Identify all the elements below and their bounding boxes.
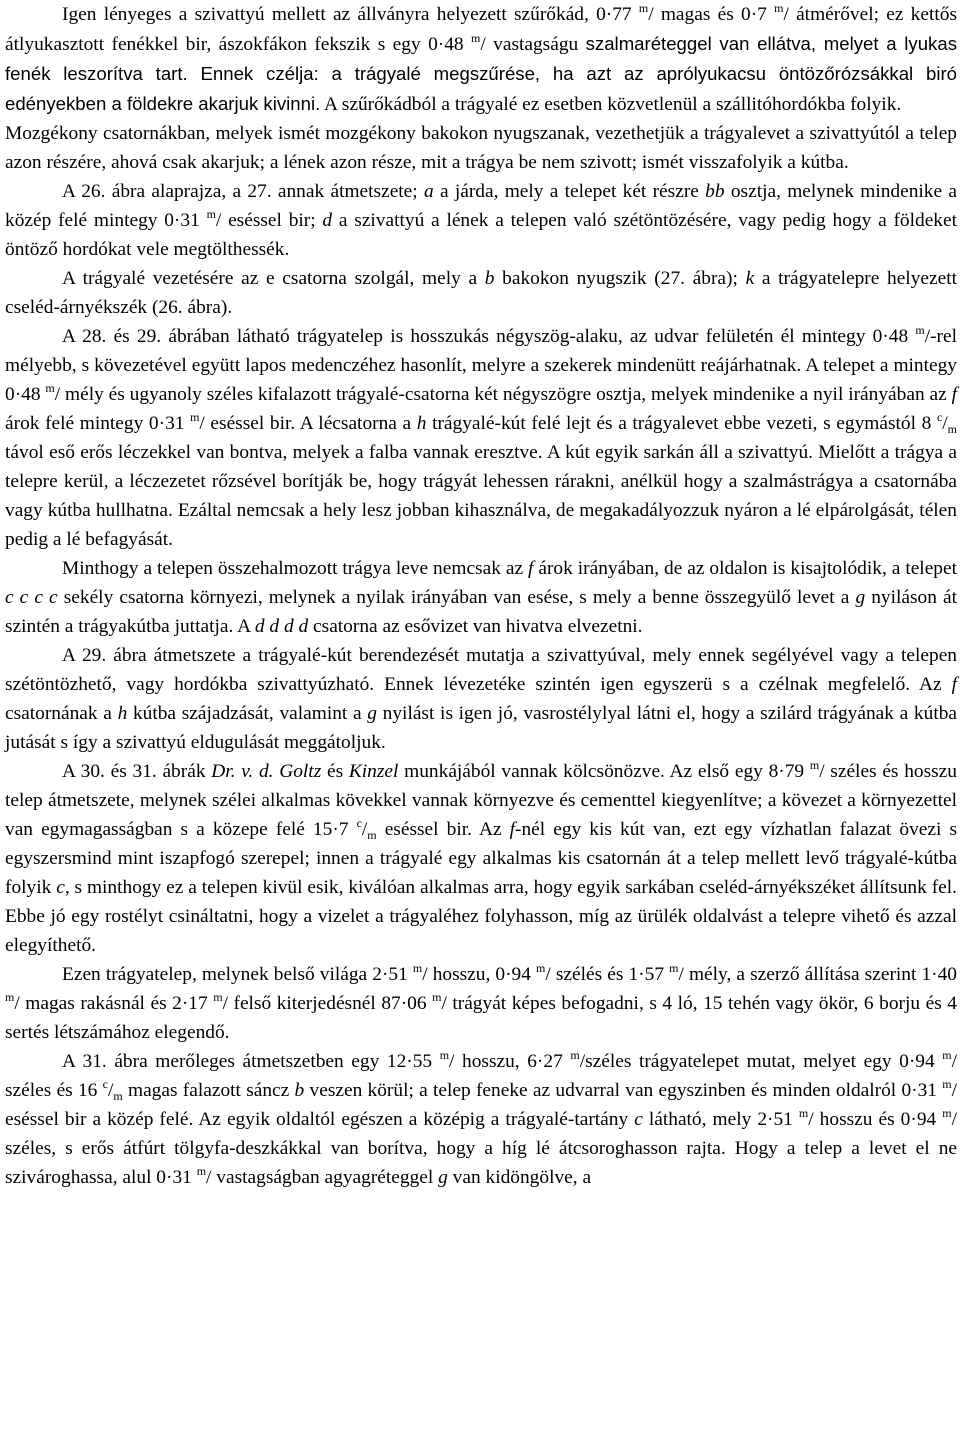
- paragraph-channel-cccc: Minthogy a telepen összehalmozott trágya leve nemcsak az f árok irányában, de az oldalon is kisajtolódik, a telepet c c c c sekély csatorna környezi, melynek a nyilak irányában van esése, s mely a benne összegyülő levet a g nyiláson át szintén a trágyakútba juttatja. A d d d d csatorna az esővizet van hivatva elvezetni.: [5, 558, 957, 637]
- paragraph-figure-31: A 31. ábra merőleges átmetszetben egy 12·55 $^m$/ hosszu, 6·27 $^m$/széles trágyatelepet mutat, melyet egy 0·94 $^m$/ széles és 16 $^c/_m$ magas falazott sáncz b veszen körül; a telep feneke az udvarral van egyszinben és minden oldalról 0·31 $^m$/ eséssel bir a közép felé. Az egyik oldaltól egészen a középig a trágyalé-tartány c látható, mely 2·51 $^m$/ hosszu és 0·94 $^m$/ széles, s erős átfúrt tölgyfa-deszkákkal van borítva, hogy a híg lé átcsoroghasson rajta. Hogy a telep a levet el ne szivároghassa, alul 0·31 $^m$/ vastagságban agyagréteggel g van kidöngölve, a: [5, 1048, 958, 1188]
- document-page: [5, 0, 957, 1192]
- paragraph-movable-channels: Mozgékony csatornákban, melyek ismét mozgékony bakokon nyugszanak, vezethetjük a trágyalevet a szivattyútól a telep azon részére, ahová csak akarjuk; a lének azon része, mit a trágya be nem szivott; ismét visszafolyik a kútba.: [5, 123, 957, 173]
- paragraph-figure-29: A 29. ábra átmetszete a trágyalé-kút berendezését mutatja a szivattyúval, mely ennek segélyével vagy a telepen szétöntözhető, vagy hordókba szivattyúzható. Ennek lévezetéke szintén igen egyszerü s a czélnak megfelelő. Az f csatornának a h kútba szájadzását, valamint a g nyilást is igen jó, vasrostélylyal látni el, hogy a szilárd trágyának a kútba jutását s így a szivattyú eldugulását meggátoljuk.: [5, 645, 958, 753]
- paragraph-figure-30-31: A 30. és 31. ábrák Dr. v. d. Goltz és Kinzel munkájából vannak kölcsönözve. Az első egy 8·79 $^m$/ széles és hosszu telep átmetszete, melynek szélei alkalmas kövekkel vannak környezve és cementtel kiegyenlítve; a kövezet a környezettel van egymagasságban s a közepe felé 15·7 $^c/_m$ eséssel bir. Az f-nél egy kis kút van, ezt egy vízhatlan falazat övezi s egyszersmind mint iszapfogó szerepel; innen a trágyalé egy alkalmas kis csatornán át a telep mellett levő trágyalé-kútba folyik c, s minthogy ez a telepen kivül esik, kiválóan alkalmas arra, hogy egyik sarkában cseléd-árnyékszéket állítsunk fel. Ebbe jó egy rostélyt csináltatni, hogy a vizelet a trágyaléhez folyhasson, míg az ürülék oldalvást a telepre vihető és azzal elegyíthető.: [5, 758, 958, 956]
- paragraph-figure-28-29: A 28. és 29. ábrában látható trágyatelep is hosszukás négyszög-alaku, az udvar felületén él mintegy 0·48 $^m$/-rel mélyebb, s kövezetével együtt lapos medenczéhez hasonlít, melyre a szekerek mindenütt reájárhatnak. A telepet a mintegy 0·48 $^m$/ mély és ugyanoly széles kifalazott trágyalé-csatorna két négyszögre osztja, melyek mindenike a nyil irányában az f árok felé mintegy 0·31 $^m$/ eséssel bir. A lécsatorna a h trágyalé-kút felé lejt és a trágyalevet ebbe vezeti, s egymástól 8 $^c/_m$ távol eső erős léczekkel van bontva, melyek a falba vannak eresztve. A kút egyik sarkán áll a szivattyú. Mielőtt a trágya a telepre kerül, a léczezetet rőzsével borítják be, hogy trágyát lehessen rárakni, anélkül hogy a szalmástrágya a csatornába vagy kútba hullhatna. Ezáltal nemcsak a hely lesz jobban kihasználva, de megakadályozzuk nyáron a lé elpárolgását, télen pedig a lé befagyását.: [5, 323, 958, 550]
- paragraph-figure-26-27: A 26. ábra alaprajza, a 27. annak átmetszete; a a járda, mely a telepet két részre bb osztja, melynek mindenike a közép felé mintegy 0·31 $^m$/ eséssel bir; d a szivattyú a lének a telepen való szétöntözésére, vagy pedig hogy a földeket öntöző hordókat vele megtölthessék.: [5, 181, 957, 260]
- paragraph-channel-e: A trágyalé vezetésére az e csatorna szolgál, mely a b bakokon nyugszik (27. ábra); k a trágyatelepre helyezett cseléd-árnyékszék (26. ábra).: [5, 268, 957, 318]
- paragraph-capacity: Ezen trágyatelep, melynek belső világa 2·51 $^m$/ hosszu, 0·94 $^m$/ szélés és 1·57 $^m$/ mély, a szerző állítása szerint 1·40 $^m$/ magas rakásnál és 2·17 $^m$/ felső kiterjedésnél 87·06 $^m$/ trágyát képes befogadni, s 4 ló, 15 tehén vagy ökör, 6 borju és 4 sertés létszámához elegendő.: [5, 961, 957, 1043]
- paragraph-strainer-vat: Igen lényeges a szivattyú mellett az állványra helyezett szűrőkád, 0·77 $^m$/ magas és 0·7 $^m$/ átmérővel; ez kettős átlyukasztott fenékkel bir, ászokfákon fekszik s egy 0·48 $^m$/ vastagságu szalmaréteggel van ellátva, melyet a lyukas fenék leszorítva tart. Ennek czélja: a trágyalé megszűrése, ha azt az aprólyukacsu öntözőrózsákkal biró edényekben a földekre akarjuk kivinni. A szűrőkádból a trágyalé ez esetben közvetlenül a szállitóhordókba folyik.: [5, 1, 958, 115]
